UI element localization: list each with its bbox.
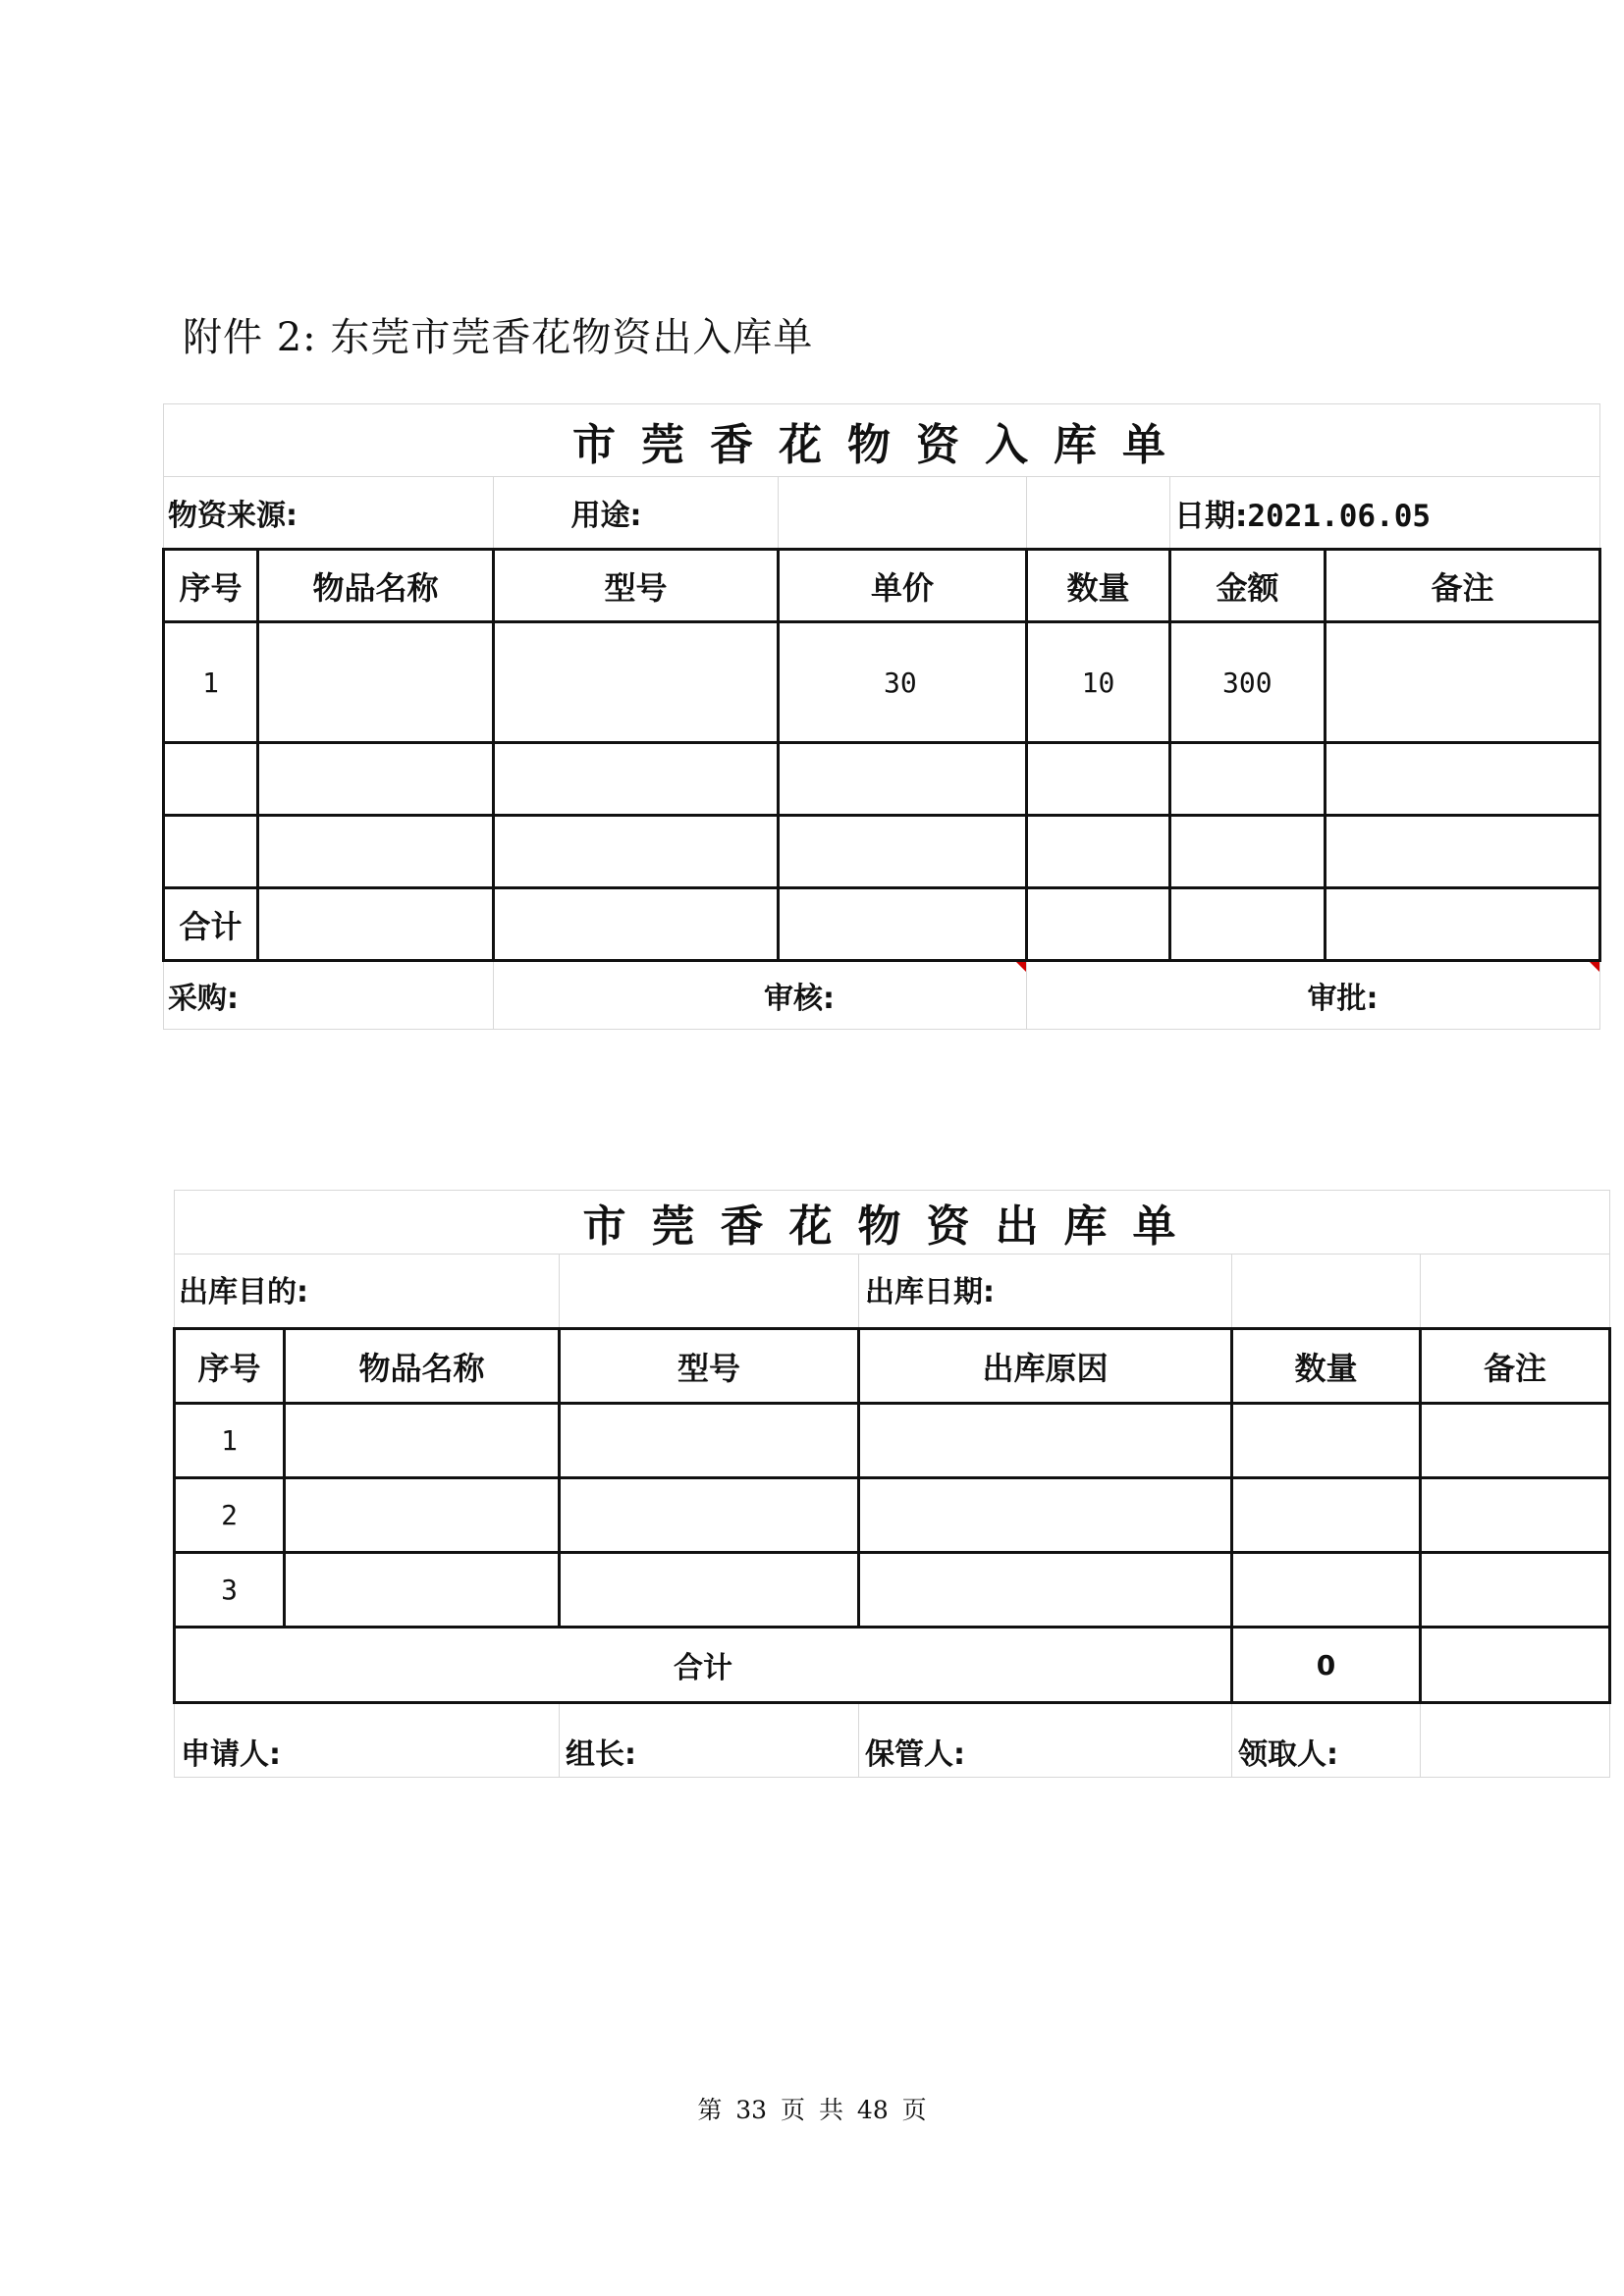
blank-sign-cell <box>1421 1703 1610 1778</box>
total-amount[interactable] <box>1170 888 1326 961</box>
outbound-date-label: 出库日期: <box>859 1255 1232 1329</box>
blank-meta-cell <box>1421 1255 1610 1329</box>
col-header-item-name: 物品名称 <box>285 1329 560 1404</box>
receiver-label: 领取人: <box>1232 1703 1421 1778</box>
cell-outbound-reason[interactable] <box>859 1553 1232 1628</box>
cell-quantity[interactable] <box>1027 743 1170 816</box>
col-header-remarks: 备注 <box>1326 550 1600 622</box>
cell-item-name[interactable] <box>258 743 494 816</box>
col-header-outbound-reason: 出库原因 <box>859 1329 1232 1404</box>
total-item-name[interactable] <box>258 888 494 961</box>
total-row <box>164 888 1600 961</box>
cell-outbound-reason[interactable] <box>859 1478 1232 1553</box>
cell-model[interactable] <box>494 622 779 743</box>
cell-remarks[interactable] <box>1421 1478 1610 1553</box>
purchase-label: 采购: <box>164 961 494 1030</box>
total-label: 合计 <box>175 1628 1232 1703</box>
cell-model[interactable] <box>494 743 779 816</box>
material-source-label: 物资来源: <box>164 477 494 550</box>
applicant-label: 申请人: <box>175 1703 560 1778</box>
cell-unit-price[interactable]: 30 <box>779 622 1027 743</box>
date-label: 日期: <box>1174 498 1248 534</box>
page-footer: 第 33 页 共 48 页 <box>697 2096 927 2124</box>
cell-remarks[interactable] <box>1421 1404 1610 1478</box>
inbound-form-title: 市莞香花物资入库单 <box>164 404 1600 477</box>
date-field <box>1170 477 1600 550</box>
total-label: 合计 <box>164 888 258 961</box>
cell-remarks[interactable] <box>1326 816 1600 888</box>
cell-index[interactable] <box>164 743 258 816</box>
date-value: 2021.06.05 <box>1247 498 1432 534</box>
cell-index[interactable] <box>164 816 258 888</box>
cell-model[interactable] <box>560 1404 859 1478</box>
cell-remarks[interactable] <box>1326 743 1600 816</box>
col-header-index: 序号 <box>164 550 258 622</box>
purpose-label: 用途: <box>494 477 779 550</box>
cell-index[interactable]: 2 <box>175 1478 285 1553</box>
cell-amount[interactable] <box>1170 743 1326 816</box>
review-label: 审核: <box>494 961 1027 1030</box>
cell-unit-price[interactable] <box>779 743 1027 816</box>
cell-index[interactable]: 1 <box>164 622 258 743</box>
col-header-amount: 金额 <box>1170 550 1326 622</box>
cell-item-name[interactable] <box>285 1553 560 1628</box>
cell-quantity[interactable] <box>1232 1404 1421 1478</box>
cell-item-name[interactable] <box>258 816 494 888</box>
cell-remarks[interactable] <box>1326 622 1600 743</box>
cell-amount[interactable] <box>1170 816 1326 888</box>
outbound-form-title: 市莞香花物资出库单 <box>175 1191 1610 1255</box>
total-model[interactable] <box>494 888 779 961</box>
cell-amount[interactable]: 300 <box>1170 622 1326 743</box>
leader-label: 组长: <box>560 1703 859 1778</box>
total-unit-price[interactable] <box>779 888 1027 961</box>
cell-model[interactable] <box>560 1553 859 1628</box>
total-remarks[interactable] <box>1421 1628 1610 1703</box>
col-header-model: 型号 <box>494 550 779 622</box>
cell-unit-price[interactable] <box>779 816 1027 888</box>
table-row <box>175 1553 1610 1628</box>
page-heading: 附件 2: 东莞市莞香花物资出入库单 <box>183 315 814 360</box>
blank-meta-cell <box>1027 477 1170 550</box>
total-row <box>175 1628 1610 1703</box>
inbound-form <box>162 403 1601 1030</box>
cell-quantity[interactable]: 10 <box>1027 622 1170 743</box>
cell-quantity[interactable] <box>1232 1478 1421 1553</box>
table-row <box>164 743 1600 816</box>
purpose-value[interactable] <box>779 477 1027 550</box>
table-row <box>175 1404 1610 1478</box>
cell-outbound-reason[interactable] <box>859 1404 1232 1478</box>
outbound-purpose-value[interactable] <box>560 1255 859 1329</box>
col-header-model: 型号 <box>560 1329 859 1404</box>
col-header-item-name: 物品名称 <box>258 550 494 622</box>
total-quantity[interactable] <box>1027 888 1170 961</box>
col-header-quantity: 数量 <box>1232 1329 1421 1404</box>
col-header-quantity: 数量 <box>1027 550 1170 622</box>
cell-index[interactable]: 3 <box>175 1553 285 1628</box>
total-quantity: 0 <box>1232 1628 1421 1703</box>
cell-item-name[interactable] <box>258 622 494 743</box>
outbound-purpose-label: 出库目的: <box>175 1255 560 1329</box>
col-header-remarks: 备注 <box>1421 1329 1610 1404</box>
cell-quantity[interactable] <box>1232 1553 1421 1628</box>
cell-index[interactable]: 1 <box>175 1404 285 1478</box>
cell-model[interactable] <box>560 1478 859 1553</box>
cell-remarks[interactable] <box>1421 1553 1610 1628</box>
table-row <box>164 816 1600 888</box>
outbound-form <box>173 1190 1611 1778</box>
total-remarks[interactable] <box>1326 888 1600 961</box>
cell-quantity[interactable] <box>1027 816 1170 888</box>
col-header-index: 序号 <box>175 1329 285 1404</box>
cell-item-name[interactable] <box>285 1404 560 1478</box>
outbound-date-value[interactable] <box>1232 1255 1421 1329</box>
keeper-label: 保管人: <box>859 1703 1232 1778</box>
approve-label: 审批: <box>1027 961 1600 1030</box>
table-row <box>164 622 1600 743</box>
table-row <box>175 1478 1610 1553</box>
col-header-unit-price: 单价 <box>779 550 1027 622</box>
cell-item-name[interactable] <box>285 1478 560 1553</box>
cell-model[interactable] <box>494 816 779 888</box>
